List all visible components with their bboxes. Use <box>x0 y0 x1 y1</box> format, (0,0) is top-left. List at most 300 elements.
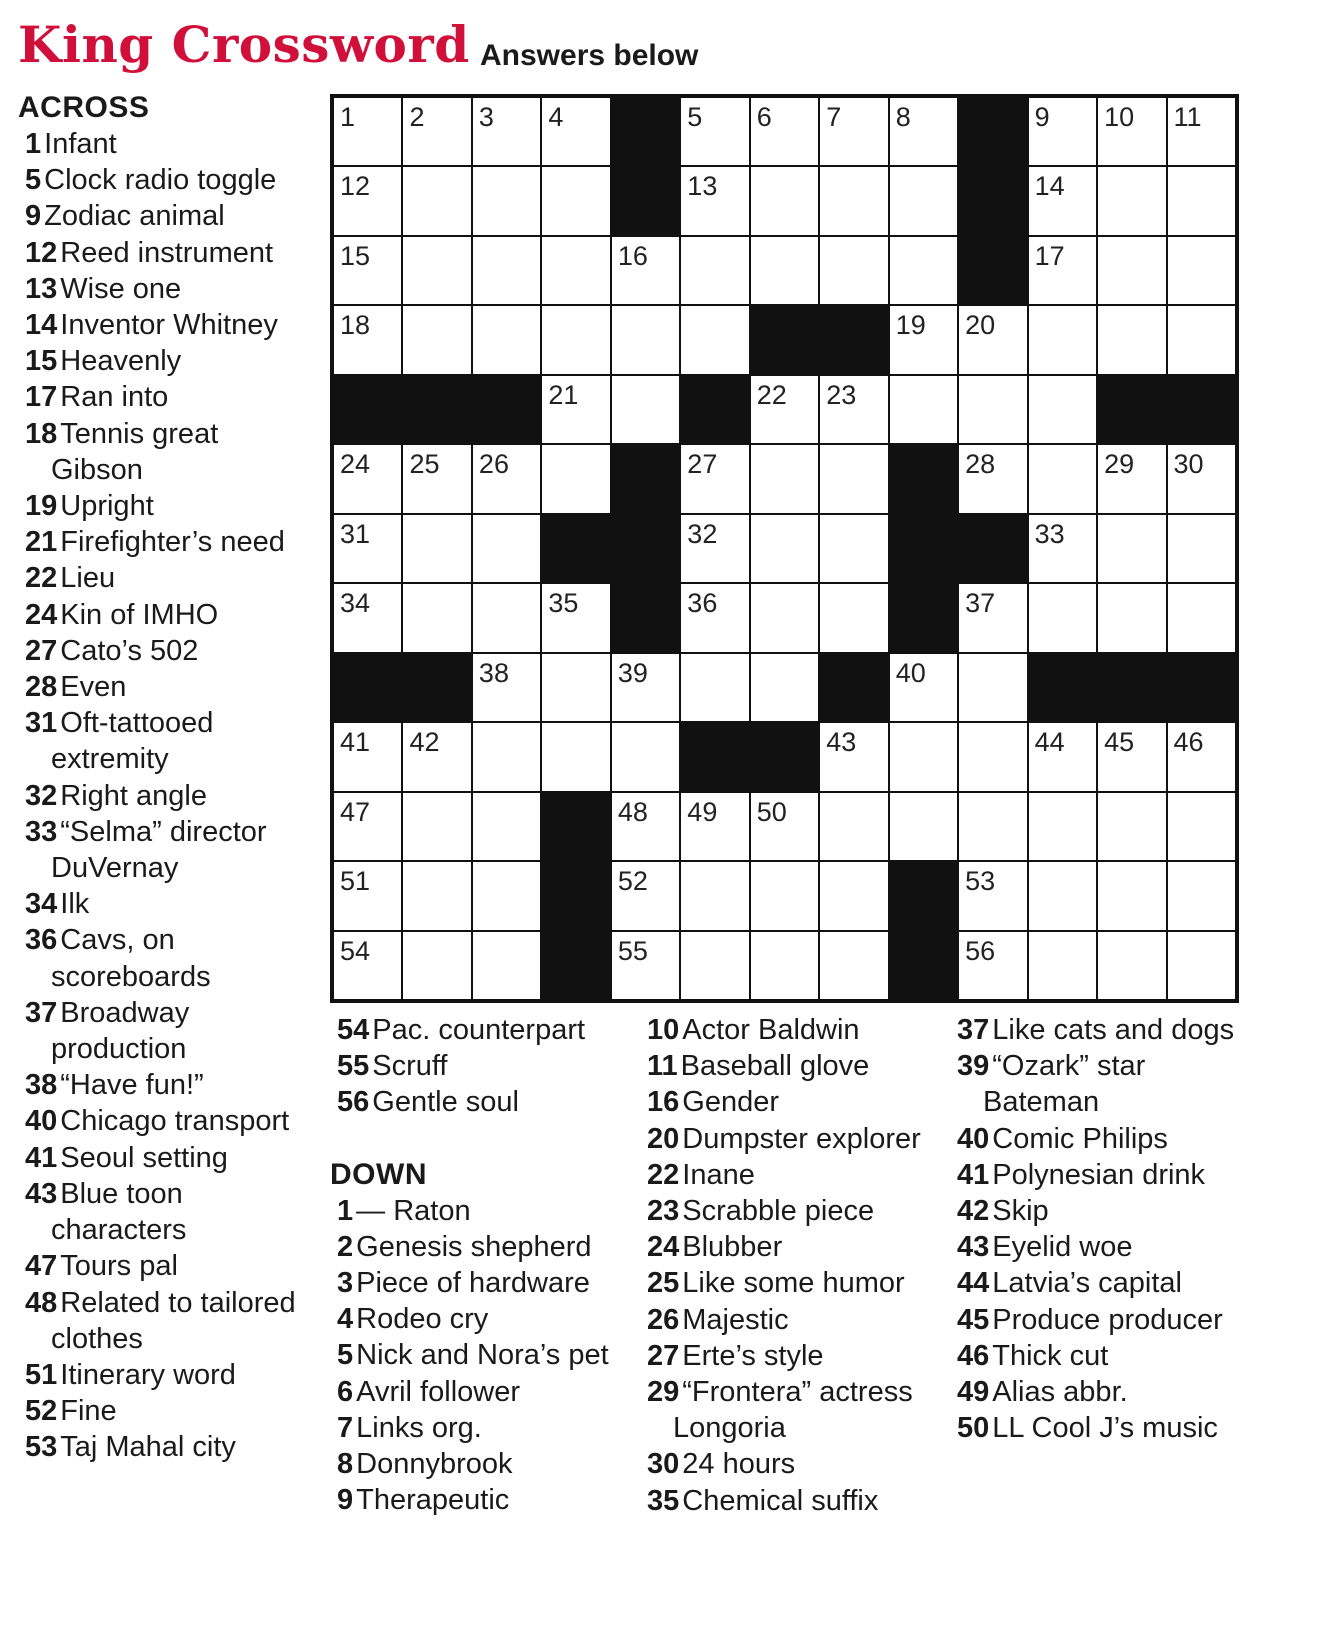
cell-number: 30 <box>1173 449 1204 480</box>
clue-number: 43 <box>957 1231 990 1264</box>
grid-cell[interactable] <box>890 306 957 373</box>
down-clue <box>640 1012 940 1048</box>
grid-cell[interactable] <box>403 237 470 304</box>
black-square <box>612 167 679 234</box>
clue-text: Taj Mahal city <box>60 1431 236 1464</box>
black-square <box>959 98 1026 165</box>
clue-text: Thick cut <box>992 1339 1109 1372</box>
grid-cell[interactable] <box>1168 167 1235 234</box>
cell-number: 4 <box>548 102 564 132</box>
cell-number: 39 <box>617 657 648 688</box>
across-clue <box>18 524 318 560</box>
across-clue <box>18 379 318 415</box>
cell-number: 14 <box>1034 171 1065 202</box>
grid-cell[interactable] <box>1029 515 1096 582</box>
clue-text: Cato’s 502 <box>60 634 199 667</box>
grid-cell[interactable] <box>820 445 887 512</box>
clue-number: 29 <box>647 1376 680 1409</box>
grid-cell[interactable] <box>1029 862 1096 929</box>
black-square <box>681 376 748 443</box>
grid-cell[interactable] <box>820 167 887 234</box>
clue-text: Seoul setting <box>60 1141 228 1174</box>
black-square <box>334 654 401 721</box>
cell-number: 42 <box>409 727 440 758</box>
clue-text: Dumpster explorer <box>682 1122 921 1155</box>
across-clue <box>18 1176 318 1248</box>
grid-cell[interactable] <box>890 654 957 721</box>
clue-text: Skip <box>992 1195 1049 1228</box>
clue-number: 4 <box>337 1303 354 1336</box>
clue-text: Tennis great Gibson <box>51 417 227 486</box>
black-square <box>890 584 957 651</box>
grid-cell[interactable] <box>612 723 679 790</box>
grid-cell[interactable] <box>751 98 818 165</box>
grid-cell[interactable] <box>751 584 818 651</box>
grid-cell[interactable] <box>751 793 818 860</box>
clue-number: 13 <box>25 272 58 305</box>
black-square <box>542 793 609 860</box>
clue-text: Firefighter’s need <box>60 526 285 559</box>
cell-number: 36 <box>687 588 718 619</box>
grid-cell[interactable] <box>1168 515 1235 582</box>
clue-text: Latvia’s capital <box>992 1267 1182 1300</box>
grid-cell[interactable] <box>820 932 887 999</box>
down-clue <box>330 1265 630 1301</box>
grid-cell[interactable] <box>473 98 540 165</box>
clue-text: Reed instrument <box>60 236 274 269</box>
clue-text: Donnybrook <box>356 1448 513 1481</box>
grid-cell[interactable] <box>681 445 748 512</box>
grid-cell[interactable] <box>1098 98 1165 165</box>
grid-cell[interactable] <box>820 98 887 165</box>
black-square <box>751 306 818 373</box>
cell-number: 13 <box>687 171 718 202</box>
clue-number: 31 <box>25 707 58 740</box>
grid-cell[interactable] <box>542 376 609 443</box>
down-clue <box>950 1302 1250 1338</box>
down-clue <box>950 1410 1250 1446</box>
grid-cell[interactable] <box>1168 932 1235 999</box>
grid-cell[interactable] <box>1098 445 1165 512</box>
grid-cell[interactable] <box>1168 862 1235 929</box>
grid-cell[interactable] <box>890 98 957 165</box>
cell-number: 19 <box>895 310 926 341</box>
clue-text: Alias abbr. <box>992 1376 1128 1409</box>
grid-cell[interactable] <box>820 376 887 443</box>
grid-cell[interactable] <box>959 445 1026 512</box>
grid-cell[interactable] <box>959 932 1026 999</box>
grid-cell[interactable] <box>681 98 748 165</box>
clue-number: 37 <box>957 1014 990 1046</box>
clue-number: 25 <box>647 1267 680 1300</box>
grid-cell[interactable] <box>751 376 818 443</box>
clue-number: 28 <box>25 671 58 704</box>
black-square <box>751 723 818 790</box>
grid-cell[interactable] <box>542 654 609 721</box>
down-clue <box>640 1048 940 1084</box>
grid-cell[interactable] <box>959 793 1026 860</box>
grid-cell[interactable] <box>890 237 957 304</box>
grid-cell[interactable] <box>1029 376 1096 443</box>
grid-cell[interactable] <box>403 306 470 373</box>
grid-cell[interactable] <box>751 515 818 582</box>
grid-cell[interactable] <box>820 584 887 651</box>
clue-number: 9 <box>337 1484 354 1517</box>
black-square <box>890 515 957 582</box>
clue-number: 37 <box>25 996 58 1029</box>
grid-cell[interactable] <box>612 306 679 373</box>
grid-cell[interactable] <box>334 793 401 860</box>
grid-cell[interactable] <box>473 515 540 582</box>
grid-cell[interactable] <box>1029 167 1096 234</box>
grid-cell[interactable] <box>1098 167 1165 234</box>
clue-text: Nick and Nora’s pet <box>356 1339 609 1372</box>
clue-number: 48 <box>25 1286 58 1319</box>
clue-number: 5 <box>337 1339 354 1372</box>
grid-cell[interactable] <box>403 862 470 929</box>
grid-cell[interactable] <box>542 237 609 304</box>
grid-cell[interactable] <box>751 654 818 721</box>
grid-cell[interactable] <box>473 793 540 860</box>
clue-number: 40 <box>25 1105 58 1138</box>
clue-number: 54 <box>337 1014 370 1046</box>
grid-cell[interactable] <box>612 237 679 304</box>
down-clue <box>640 1265 940 1301</box>
grid-cell[interactable] <box>959 306 1026 373</box>
grid-cell[interactable] <box>681 654 748 721</box>
clue-number: 56 <box>337 1086 370 1119</box>
clue-text: Related to tailored clothes <box>51 1286 304 1355</box>
cell-number: 52 <box>617 866 648 897</box>
cell-number: 7 <box>826 102 842 132</box>
grid-cell[interactable] <box>334 167 401 234</box>
clue-number: 40 <box>957 1122 990 1155</box>
cell-number: 22 <box>756 379 787 410</box>
grid-cell[interactable] <box>751 445 818 512</box>
down-clue <box>950 1121 1250 1157</box>
grid-cell[interactable] <box>1098 723 1165 790</box>
grid-cell[interactable] <box>681 167 748 234</box>
across-clue <box>18 705 318 777</box>
clue-number: 34 <box>25 888 58 921</box>
grid-cell[interactable] <box>681 237 748 304</box>
clue-number: 18 <box>25 417 58 450</box>
down-clue <box>330 1410 630 1446</box>
across-clue <box>18 1429 318 1465</box>
across-clue <box>18 1285 318 1357</box>
grid-cell[interactable] <box>1098 862 1165 929</box>
grid-cell[interactable] <box>403 793 470 860</box>
grid-cell[interactable] <box>334 932 401 999</box>
clue-text: Inane <box>682 1158 755 1191</box>
black-square <box>890 445 957 512</box>
grid-cell[interactable] <box>542 306 609 373</box>
black-square <box>959 167 1026 234</box>
grid-cell[interactable] <box>612 654 679 721</box>
grid-cell[interactable] <box>542 167 609 234</box>
cell-number: 38 <box>478 657 509 688</box>
grid-cell[interactable] <box>334 237 401 304</box>
cell-number: 35 <box>548 588 579 619</box>
grid-cell[interactable] <box>1029 584 1096 651</box>
grid-cell[interactable] <box>334 584 401 651</box>
clue-text: “Selma” director DuVernay <box>51 815 275 885</box>
black-square <box>612 584 679 651</box>
grid-cell[interactable] <box>959 862 1026 929</box>
clue-number: 8 <box>337 1448 354 1481</box>
across-clue <box>18 669 318 705</box>
clue-column-4 <box>950 1012 1250 1446</box>
clue-number: 19 <box>25 490 58 523</box>
clue-number: 22 <box>647 1158 680 1191</box>
grid-cell[interactable] <box>959 654 1026 721</box>
clue-text: Right angle <box>60 779 207 812</box>
grid-cell[interactable] <box>473 306 540 373</box>
grid-cell[interactable] <box>751 167 818 234</box>
clue-number: 1 <box>25 128 42 160</box>
grid-cell[interactable] <box>1029 932 1096 999</box>
clue-text: Heavenly <box>60 345 182 378</box>
grid-cell[interactable] <box>1098 306 1165 373</box>
clue-number: 51 <box>25 1358 58 1391</box>
across-heading: ACROSS <box>18 91 150 124</box>
clue-column-1 <box>18 90 318 1466</box>
cell-number: 33 <box>1034 518 1065 549</box>
grid-cell[interactable] <box>473 237 540 304</box>
grid-cell[interactable] <box>890 793 957 860</box>
grid-cell[interactable] <box>612 862 679 929</box>
across-clue <box>18 995 318 1067</box>
answers-note: Answers below <box>480 39 699 72</box>
grid-cell[interactable] <box>403 723 470 790</box>
clue-number: 2 <box>337 1230 354 1263</box>
clue-number: 53 <box>25 1431 58 1464</box>
grid-cell[interactable] <box>473 862 540 929</box>
clue-text: “Ozark” star Bateman <box>983 1050 1154 1119</box>
grid-cell[interactable] <box>959 584 1026 651</box>
across-clue <box>18 271 318 307</box>
cell-number: 3 <box>478 102 494 132</box>
down-clue <box>330 1193 630 1229</box>
across-clue <box>18 633 318 669</box>
clue-text: Majestic <box>682 1303 789 1336</box>
grid-cell[interactable] <box>751 932 818 999</box>
grid-cell[interactable] <box>334 515 401 582</box>
clue-number: 52 <box>25 1395 58 1428</box>
black-square <box>1168 376 1235 443</box>
grid-cell[interactable] <box>820 515 887 582</box>
grid-cell[interactable] <box>473 445 540 512</box>
cell-number: 31 <box>340 518 371 549</box>
grid-cell[interactable] <box>1029 306 1096 373</box>
grid-cell[interactable] <box>473 723 540 790</box>
grid-cell[interactable] <box>403 515 470 582</box>
across-clue <box>18 1103 318 1139</box>
across-clue <box>18 488 318 524</box>
clue-number: 26 <box>647 1303 680 1336</box>
grid-cell[interactable] <box>1029 237 1096 304</box>
grid-cell[interactable] <box>681 584 748 651</box>
grid-cell[interactable] <box>959 376 1026 443</box>
across-clue <box>18 1393 318 1429</box>
grid-cell[interactable] <box>751 862 818 929</box>
cell-number: 34 <box>340 588 371 619</box>
grid-cell[interactable] <box>403 167 470 234</box>
grid-cell[interactable] <box>681 515 748 582</box>
grid-cell[interactable] <box>1029 445 1096 512</box>
cell-number: 9 <box>1034 102 1050 132</box>
grid-cell[interactable] <box>473 584 540 651</box>
cell-number: 27 <box>687 449 718 480</box>
cell-number: 43 <box>826 727 857 758</box>
down-clue <box>330 1374 630 1410</box>
grid-cell[interactable] <box>334 98 401 165</box>
grid-cell[interactable] <box>1098 793 1165 860</box>
grid-cell[interactable] <box>890 167 957 234</box>
clue-text: Like some humor <box>682 1267 905 1300</box>
clue-number: 33 <box>25 815 58 848</box>
cell-number: 5 <box>687 102 703 132</box>
cell-number: 49 <box>687 796 718 827</box>
across-clue <box>18 814 318 886</box>
grid-cell[interactable] <box>1168 98 1235 165</box>
cell-number: 28 <box>965 449 996 480</box>
grid-cell[interactable] <box>334 723 401 790</box>
across-clue <box>18 1140 318 1176</box>
grid-cell[interactable] <box>334 306 401 373</box>
cell-number: 51 <box>340 866 371 897</box>
grid-cell[interactable] <box>751 237 818 304</box>
clue-number: 11 <box>647 1050 678 1083</box>
grid-cell[interactable] <box>820 723 887 790</box>
grid-cell[interactable] <box>403 445 470 512</box>
clue-text: — Raton <box>356 1194 471 1227</box>
cell-number: 26 <box>478 449 509 480</box>
grid-cell[interactable] <box>1168 723 1235 790</box>
cell-number: 45 <box>1104 727 1135 758</box>
clue-number: 22 <box>25 562 58 595</box>
black-square <box>1029 654 1096 721</box>
grid-cell[interactable] <box>820 237 887 304</box>
grid-cell[interactable] <box>1098 515 1165 582</box>
clue-number: 44 <box>957 1267 990 1300</box>
clue-text: Genesis shepherd <box>356 1230 592 1263</box>
grid-cell[interactable] <box>334 862 401 929</box>
clue-number: 17 <box>25 381 58 414</box>
clue-number: 41 <box>25 1141 58 1174</box>
across-clue <box>18 235 318 271</box>
clue-text: Oft-tattooed extremity <box>51 707 222 776</box>
cell-number: 8 <box>895 102 911 132</box>
grid-cell[interactable] <box>1168 306 1235 373</box>
crossword-grid <box>330 94 1239 1003</box>
clue-text: Fine <box>60 1395 117 1428</box>
clue-text: Gentle soul <box>372 1086 519 1119</box>
grid-cell[interactable] <box>820 793 887 860</box>
grid-cell[interactable] <box>542 98 609 165</box>
grid-cell[interactable] <box>1098 584 1165 651</box>
clue-number: 38 <box>25 1069 58 1102</box>
across-clue <box>330 1048 630 1084</box>
cell-number: 20 <box>965 310 996 341</box>
grid-cell[interactable] <box>473 932 540 999</box>
grid-cell[interactable] <box>681 306 748 373</box>
grid-cell[interactable] <box>403 584 470 651</box>
black-square <box>890 862 957 929</box>
clue-number: 15 <box>25 345 58 378</box>
cell-number: 18 <box>340 310 371 341</box>
clue-text: Blue toon characters <box>51 1177 191 1247</box>
grid-cell[interactable] <box>1029 793 1096 860</box>
across-clue <box>18 198 318 234</box>
grid-cell[interactable] <box>1168 584 1235 651</box>
grid-cell[interactable] <box>681 862 748 929</box>
grid-cell[interactable] <box>959 723 1026 790</box>
cell-number: 23 <box>826 379 857 410</box>
grid-cell[interactable] <box>681 932 748 999</box>
grid-cell[interactable] <box>542 584 609 651</box>
black-square <box>403 654 470 721</box>
grid-cell[interactable] <box>542 445 609 512</box>
grid-cell[interactable] <box>403 932 470 999</box>
down-clue <box>950 1193 1250 1229</box>
across-clue <box>18 560 318 596</box>
clue-number: 39 <box>957 1050 990 1083</box>
clue-text: Pac. counterpart <box>372 1014 586 1046</box>
grid-cell[interactable] <box>890 376 957 443</box>
clue-text: Ilk <box>60 888 90 921</box>
grid-cell[interactable] <box>473 654 540 721</box>
grid-cell[interactable] <box>1098 932 1165 999</box>
clue-number: 30 <box>647 1448 680 1481</box>
across-clue <box>18 597 318 633</box>
cell-number: 25 <box>409 449 440 480</box>
clue-text: Chicago transport <box>60 1105 290 1138</box>
down-clue <box>950 1157 1250 1193</box>
grid-cell[interactable] <box>612 932 679 999</box>
grid-cell[interactable] <box>612 376 679 443</box>
cell-number: 56 <box>965 935 996 966</box>
cell-number: 41 <box>340 727 371 758</box>
clue-text: “Have fun!” <box>60 1069 204 1102</box>
down-clue <box>330 1337 630 1373</box>
grid-cell[interactable] <box>542 723 609 790</box>
grid-cell[interactable] <box>1029 98 1096 165</box>
clue-text: Clock radio toggle <box>44 164 277 197</box>
clue-text: Tours pal <box>60 1250 178 1283</box>
grid-cell[interactable] <box>473 167 540 234</box>
grid-cell[interactable] <box>1098 237 1165 304</box>
grid-cell[interactable] <box>612 793 679 860</box>
clue-number: 6 <box>337 1375 354 1408</box>
grid-cell[interactable] <box>820 862 887 929</box>
clue-text: Ran into <box>60 381 169 414</box>
grid-cell[interactable] <box>1168 445 1235 512</box>
clue-text: Kin of IMHO <box>60 598 219 631</box>
down-clue <box>330 1301 630 1337</box>
cell-number: 44 <box>1034 727 1065 758</box>
across-clue <box>18 922 318 994</box>
grid-cell[interactable] <box>1168 237 1235 304</box>
grid-cell[interactable] <box>403 98 470 165</box>
grid-cell[interactable] <box>681 793 748 860</box>
grid-cell[interactable] <box>1168 793 1235 860</box>
grid-cell[interactable] <box>890 723 957 790</box>
grid-cell[interactable] <box>334 445 401 512</box>
clue-number: 41 <box>957 1158 990 1191</box>
grid-cell[interactable] <box>1029 723 1096 790</box>
across-clue <box>18 1067 318 1103</box>
